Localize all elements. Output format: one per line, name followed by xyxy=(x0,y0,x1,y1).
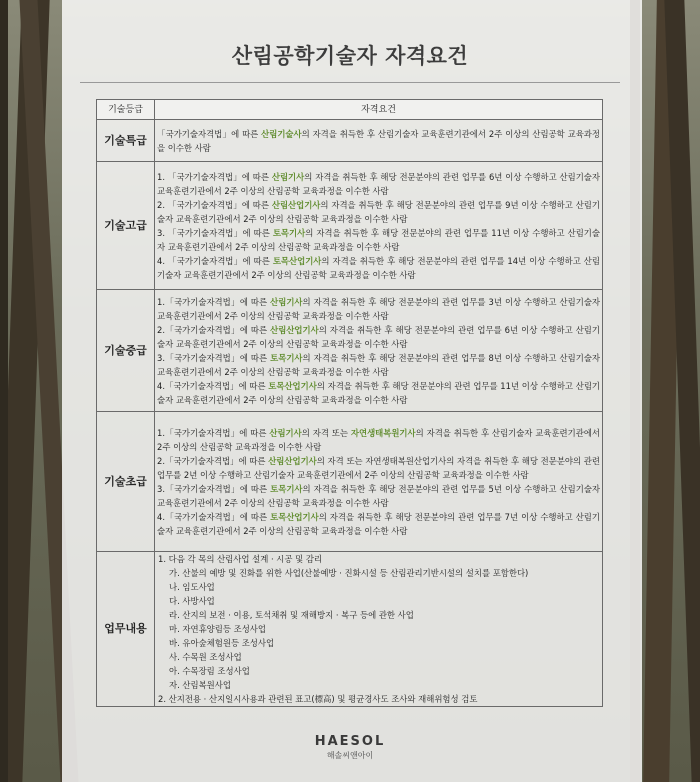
license-name: 토목산업기사 xyxy=(268,380,317,391)
requirement-item xyxy=(157,454,600,482)
requirement-cell xyxy=(155,120,603,162)
job-content-cell xyxy=(155,552,603,707)
company-logo xyxy=(0,734,700,761)
requirement-text: 의 자격을 취득한 후 해당 전문분야의 관련 업무를 6년 이상 수행하고 산림기술자 교육훈련기관에서 2주 이상의 산림공학 교육과정을 이수한 사람 xyxy=(157,324,600,349)
requirement-text: 2.「국가기술자격법」에 따른 xyxy=(157,455,269,466)
requirement-text: 의 자격을 취득한 후 해당 전문분야의 관련 업무를 7년 이상 수행하고 산림기술자 교육훈련기관에서 2주 이상의 산림공학 교육과정을 이수한 사람 xyxy=(157,511,600,536)
table-row xyxy=(97,120,603,162)
page-title: 산림공학기술자 자격요건 xyxy=(231,44,469,68)
logo-subtitle: 해솔씨앤아이 xyxy=(326,751,374,760)
license-name: 토목산업기사 xyxy=(272,255,322,266)
job-item: 자. 산림복원사업 xyxy=(169,680,231,690)
table-row xyxy=(97,412,603,552)
header-requirements: 자격요건 xyxy=(155,100,603,120)
license-name: 산림기사 xyxy=(269,427,302,438)
requirement-item xyxy=(157,254,600,282)
job-item: 마. 자연휴양림등 조성사업 xyxy=(169,624,266,634)
license-name: 산림산업기사 xyxy=(270,324,319,335)
requirement-text: 의 자격을 취득한 후 해당 전문분야의 관련 업무를 5년 이상 수행하고 산림기술자 교육훈련기관에서 2주 이상의 산림공학 교육과정을 이수한 사람 xyxy=(157,483,600,508)
requirement-item xyxy=(157,198,600,226)
requirement-text: 의 자격을 취득한 후 산림기술자 교육훈련기관에서 2주 이상의 산림공학 교육과정을 이수한 사람 xyxy=(157,128,600,153)
table-row xyxy=(97,552,603,707)
license-name: 산림산업기사 xyxy=(271,199,321,210)
requirement-item xyxy=(157,510,600,538)
requirement-text: 의 자격 또는 xyxy=(301,427,351,438)
requirement-text: 의 자격을 취득한 후 해당 전문분야의 관련 업무를 3년 이상 수행하고 산림기술자 교육훈련기관에서 2주 이상의 산림공학 교육과정을 이수한 사람 xyxy=(157,296,600,321)
requirement-item xyxy=(157,379,600,407)
requirement-text: 1.「국가기술자격법」에 따른 xyxy=(157,427,270,438)
requirement-item xyxy=(157,295,600,323)
grade-cell: 기술중급 xyxy=(97,290,155,412)
requirement-item xyxy=(157,170,600,198)
license-name: 자연생태복원기사 xyxy=(350,427,416,438)
grade-cell: 업무내용 xyxy=(97,552,155,707)
requirement-text: 「국가기술자격법」에 따른 xyxy=(157,128,262,139)
requirement-item xyxy=(157,226,600,254)
requirement-text: 2. 「국가기술자격법」에 따른 xyxy=(157,199,272,210)
requirement-text: 의 자격을 취득한 후 해당 전문분야의 관련 업무를 6년 이상 수행하고 산림기술자 교육훈련기관에서 2주 이상의 산림공학 교육과정을 이수한 사람 xyxy=(157,171,600,196)
requirement-item xyxy=(157,323,600,351)
requirement-item xyxy=(157,482,600,510)
requirement-text: 3. 「국가기술자격법」에 따른 xyxy=(157,227,273,238)
job-item: 2. 산지전용 · 산지일시사용과 관련된 표고(標高) 및 평균경사도 조사와 재해위험성 검토 xyxy=(158,694,478,704)
header-grade: 기술등급 xyxy=(97,100,155,120)
requirement-cell xyxy=(155,290,603,412)
requirement-text: 의 자격을 취득한 후 해당 전문분야의 관련 업무를 11년 이상 수행하고 산림기술자 교육훈련기관에서 2주 이상의 산림공학 교육과정을 이수한 사람 xyxy=(157,380,600,405)
requirement-text: 의 자격을 취득한 후 해당 전문분야의 관련 업무를 8년 이상 수행하고 산림기술자 교육훈련기관에서 2주 이상의 산림공학 교육과정을 이수한 사람 xyxy=(157,352,600,377)
job-item: 바. 유아숲체험원등 조성사업 xyxy=(169,638,275,648)
grade-cell: 기술특급 xyxy=(97,120,155,162)
requirement-item xyxy=(157,351,600,379)
job-item: 가. 산불의 예방 및 진화를 위한 사업(산불예방 · 진화시설 등 산림관리기반시설의 설치를 포함한다) xyxy=(169,568,529,578)
requirement-text: 의 자격을 취득한 후 산림기술자 교육훈련기관에서 2주 이상의 산림공학 교육과정을 이수한 사람 xyxy=(157,427,600,452)
requirement-text: 4.「국가기술자격법」에 따른 xyxy=(157,511,271,522)
requirement-text: 4.「국가기술자격법」에 따른 xyxy=(157,380,269,391)
requirement-text: 3.「국가기술자격법」에 따른 xyxy=(157,352,271,363)
license-name: 산림기술사 xyxy=(261,128,302,139)
requirements-table xyxy=(96,99,603,707)
requirement-text: 1. 「국가기술자격법」에 따른 xyxy=(157,171,272,182)
license-name: 산림산업기사 xyxy=(268,455,317,466)
requirement-item xyxy=(157,127,600,155)
job-item: 라. 산지의 보전 · 이용, 토석채취 및 재해방지 · 복구 등에 관한 사업 xyxy=(169,610,414,620)
requirement-cell xyxy=(155,162,603,290)
title-divider xyxy=(80,82,620,83)
grade-cell: 기술고급 xyxy=(97,162,155,290)
license-name: 산림기사 xyxy=(270,296,303,307)
license-name: 토목산업기사 xyxy=(270,511,319,522)
license-name: 토목기사 xyxy=(272,227,306,238)
requirement-text: 1.「국가기술자격법」에 따른 xyxy=(157,296,271,307)
table-row xyxy=(97,162,603,290)
job-item: 아. 수목장림 조성사업 xyxy=(169,666,250,676)
requirement-text: 의 자격 또는 자연생태복원산업기사의 자격을 취득한 후 해당 전문분야의 관련 업무를 2년 이상 수행하고 산림기술자 교육훈련기관에서 2주 이상의 산림공학 교육과정을 이수한 사람 xyxy=(157,455,600,480)
requirement-cell xyxy=(155,412,603,552)
table-row xyxy=(97,290,603,412)
requirement-text: 4. 「국가기술자격법」에 따른 xyxy=(157,255,273,266)
requirement-text: 3.「국가기술자격법」에 따른 xyxy=(157,483,271,494)
logo-wordmark: HAESOL xyxy=(314,734,386,749)
requirement-text: 의 자격을 취득한 후 해당 전문분야의 관련 업무를 11년 이상 수행하고 산림기술자 교육훈련기관에서 2주 이상의 산림공학 교육과정을 이수한 사람 xyxy=(157,227,600,252)
license-name: 토목기사 xyxy=(270,483,303,494)
requirement-text: 2.「국가기술자격법」에 따른 xyxy=(157,324,271,335)
job-item: 다. 사방사업 xyxy=(169,596,215,606)
requirement-item xyxy=(157,426,600,454)
job-item: 사. 수목원 조성사업 xyxy=(169,652,242,662)
table-header-row xyxy=(97,100,603,120)
license-name: 산림기사 xyxy=(271,171,305,182)
job-item: 나. 임도사업 xyxy=(169,582,215,592)
requirement-text: 의 자격을 취득한 후 해당 전문분야의 관련 업무를 9년 이상 수행하고 산림기술자 교육훈련기관에서 2주 이상의 산림공학 교육과정을 이수한 사람 xyxy=(157,199,600,224)
grade-cell: 기술초급 xyxy=(97,412,155,552)
job-item: 1. 다음 각 목의 산림사업 설계 · 시공 및 감리 xyxy=(158,554,323,564)
requirement-text: 의 자격을 취득한 후 해당 전문분야의 관련 업무를 14년 이상 수행하고 산림기술자 교육훈련기관에서 2주 이상의 산림공학 교육과정을 이수한 사람 xyxy=(157,255,600,280)
license-name: 토목기사 xyxy=(270,352,303,363)
